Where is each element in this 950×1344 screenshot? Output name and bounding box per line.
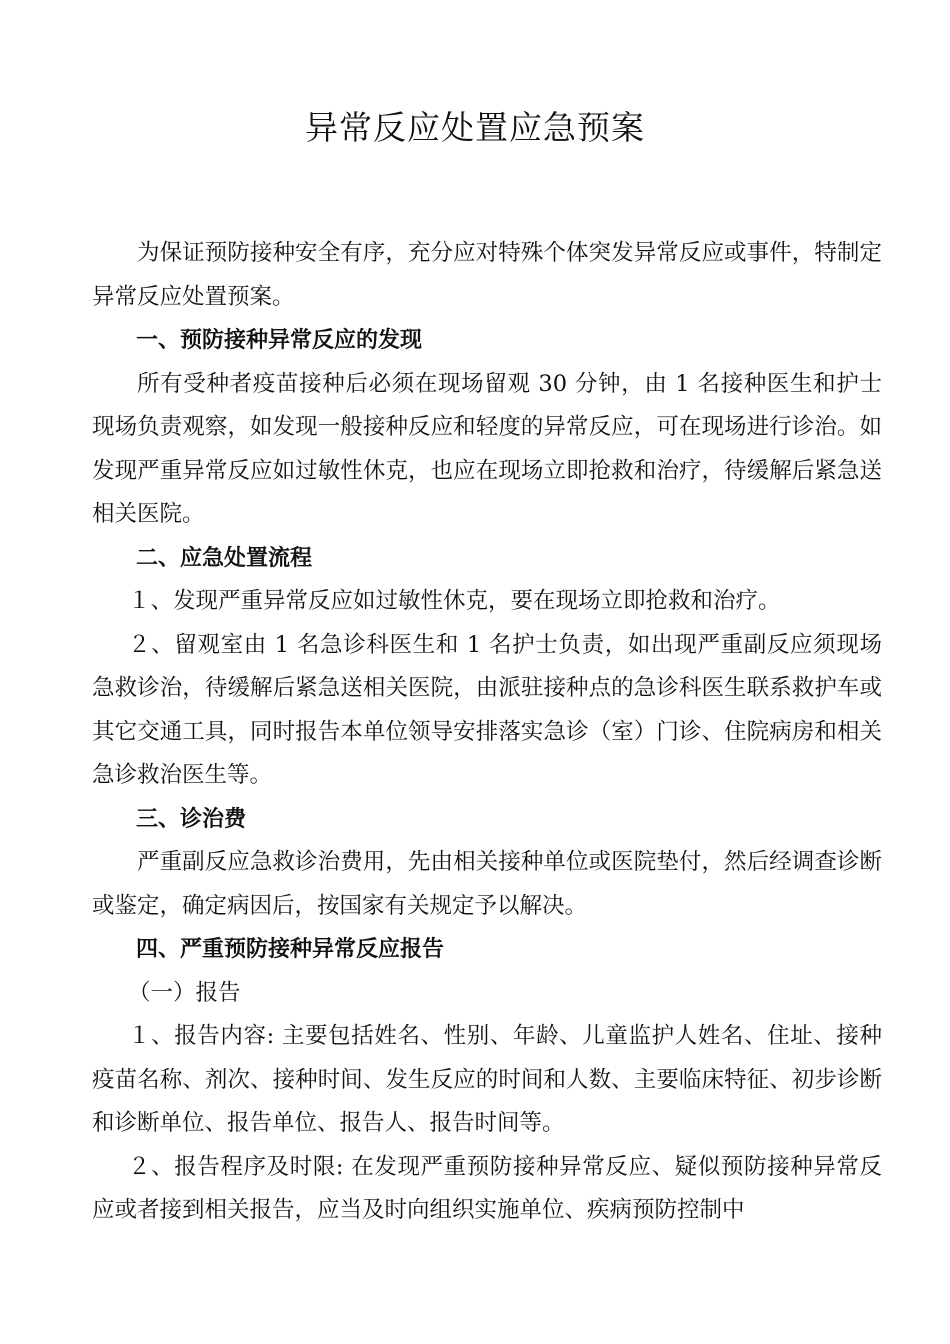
- section-1-heading: 一、预防接种异常反应的发现: [136, 328, 423, 353]
- document-title: 异常反应处置应急预案: [305, 108, 645, 147]
- section-2-item-2: ２、留观室由 1 名急诊科医生和 1 名护士负责，如出现严重副反应须现场急救诊治，待缓解后紧急送相关医院，由派驻接种点的急诊科医生联系救护车或其它交通工具，同时报告本单位领导安排落实急诊（室）门诊、住院病房和相关急诊救治医生等。: [92, 631, 882, 788]
- section-3-heading: 三、诊治费: [136, 806, 247, 832]
- section-1-paragraph: 所有受种者疫苗接种后必须在现场留观 30 分钟，由 1 名接种医生和护士现场负责观察，如发现一般接种反应和轻度的异常反应，可在现场进行诊治。如发现严重异常反应如过敏性休克，也应在现场立即抢救和治疗，待缓解后紧急送相关医院。: [92, 370, 882, 527]
- section-2-item-1: １、发现严重异常反应如过敏性休克，要在现场立即抢救和治疗。: [128, 588, 781, 614]
- document-body: [92, 232, 882, 1233]
- section-2-heading: 二、应急处置流程: [136, 545, 313, 571]
- section-4-subheading: （一）报告: [128, 979, 241, 1006]
- intro-paragraph: 为保证预防接种安全有序，充分应对特殊个体突发异常反应或事件，特制定异常反应处置预案。: [92, 240, 882, 310]
- section-4-item-1: １、报告内容: 主要包括姓名、性别、年龄、儿童监护人姓名、住址、接种疫苗名称、剂次、接种时间、发生反应的时间和人数、主要临床特征、初步诊断和诊断单位、报告单位、报告人、报告时间等。: [92, 1023, 882, 1136]
- section-3-paragraph: 严重副反应急救诊治费用，先由相关接种单位或医院垫付，然后经调查诊断或鉴定，确定病因后，按国家有关规定予以解决。: [92, 849, 882, 919]
- section-4-item-2: ２、报告程序及时限: 在发现严重预防接种异常反应、疑似预防接种异常反应或者接到相关报告，应当及时向组织实施单位、疾病预防控制中: [92, 1153, 882, 1223]
- section-4-heading: 四、严重预防接种异常反应报告: [136, 937, 445, 962]
